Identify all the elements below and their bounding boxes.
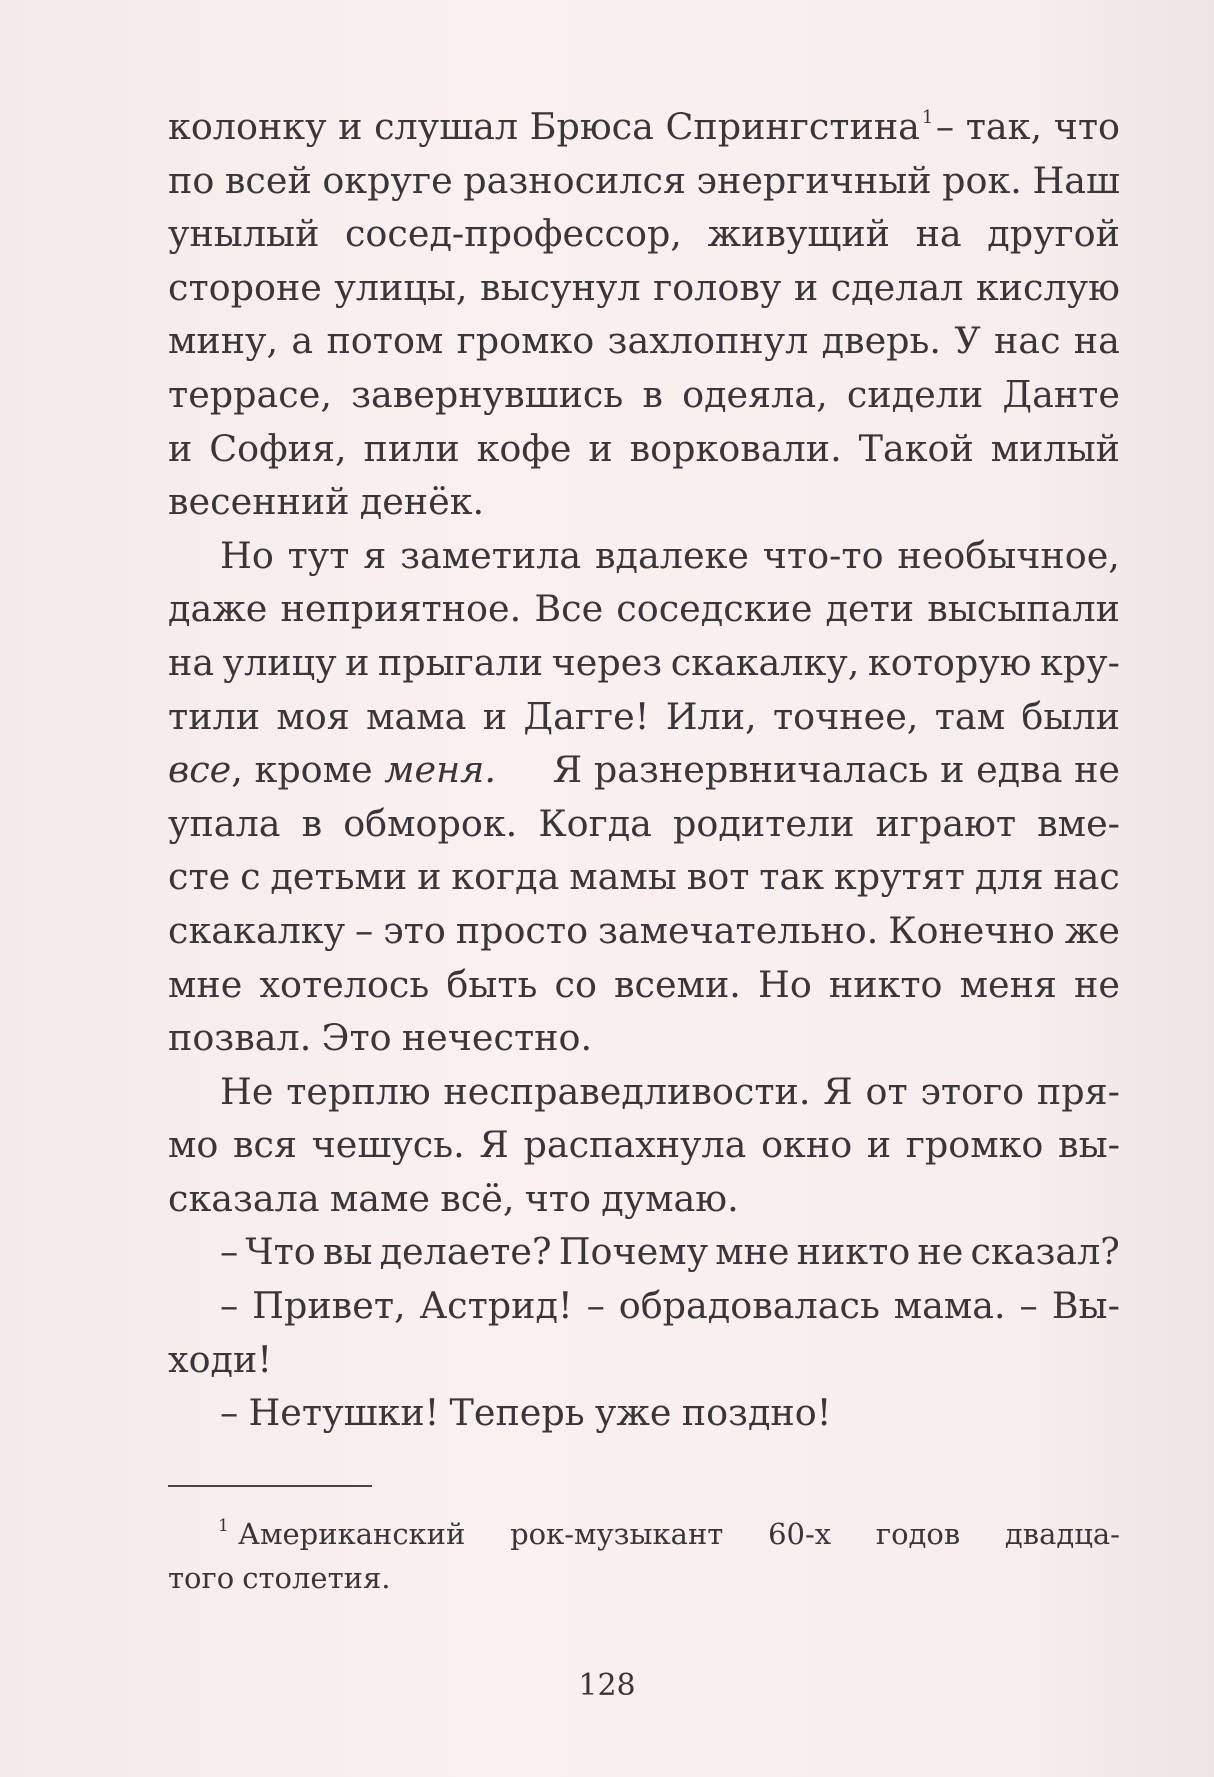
word: и bbox=[345, 640, 370, 684]
word: это bbox=[383, 908, 446, 952]
word: думаю. bbox=[601, 1176, 739, 1220]
word: просто bbox=[455, 908, 589, 952]
word: на bbox=[168, 640, 215, 684]
text-line bbox=[168, 529, 1120, 583]
word: быть bbox=[446, 962, 538, 1006]
word: – bbox=[220, 1284, 239, 1328]
word: ходи! bbox=[168, 1337, 273, 1381]
word: Я bbox=[823, 1069, 853, 1113]
text-line bbox=[168, 797, 1120, 851]
word: Все bbox=[534, 587, 604, 631]
word: Данте bbox=[1002, 372, 1120, 416]
italic-word: все bbox=[168, 748, 232, 792]
italic-word: меня. bbox=[384, 748, 496, 792]
footnote-line bbox=[168, 1512, 1120, 1556]
text-line bbox=[168, 1065, 1120, 1119]
text-line bbox=[168, 582, 1120, 636]
text-line bbox=[168, 207, 1120, 261]
word: играют bbox=[875, 801, 1017, 845]
text-line bbox=[168, 261, 1120, 315]
word: терплю bbox=[286, 1069, 431, 1113]
word: соседские bbox=[616, 587, 813, 631]
word: вы- bbox=[1058, 1123, 1120, 1167]
text-line bbox=[168, 154, 1120, 208]
word: ворковали. bbox=[629, 426, 842, 470]
word: были bbox=[1021, 694, 1120, 738]
text-line bbox=[168, 368, 1120, 422]
word: и bbox=[482, 694, 508, 738]
dialogue-line bbox=[168, 1386, 1120, 1440]
word: всё, bbox=[440, 1176, 515, 1220]
word: Теперь bbox=[449, 1391, 585, 1435]
word: Что bbox=[245, 1230, 316, 1274]
word: захлопнул bbox=[607, 319, 809, 363]
word: Вы- bbox=[1051, 1284, 1120, 1328]
word: нас bbox=[1053, 855, 1120, 899]
word: Почему bbox=[558, 1230, 709, 1274]
word: и bbox=[588, 426, 613, 470]
word: а bbox=[291, 319, 314, 363]
word: кислую bbox=[975, 265, 1120, 309]
text-line bbox=[168, 850, 1120, 904]
word: Или, bbox=[665, 694, 757, 738]
word: обморок. bbox=[343, 801, 518, 845]
word: мама bbox=[366, 694, 467, 738]
word: всей bbox=[224, 158, 312, 202]
word: скакалку, bbox=[670, 640, 860, 684]
word: годов bbox=[875, 1517, 961, 1551]
word: одеяла, bbox=[682, 372, 828, 416]
word: – bbox=[220, 1391, 239, 1435]
word: вдалеке bbox=[594, 533, 749, 577]
word: Это bbox=[321, 1016, 392, 1060]
word: другой bbox=[987, 212, 1120, 256]
word: Когда bbox=[538, 801, 652, 845]
word: замечательно. bbox=[597, 908, 879, 952]
word: завернувшись bbox=[351, 372, 624, 416]
word: этого bbox=[920, 1069, 1025, 1113]
word: окно bbox=[761, 1123, 853, 1167]
footnote-marker: 1 bbox=[218, 1516, 229, 1536]
word: так bbox=[759, 855, 825, 899]
text-segment: – так, что bbox=[935, 105, 1120, 148]
dialogue-line bbox=[168, 1225, 1120, 1279]
word: улицы, bbox=[334, 265, 468, 309]
word: – bbox=[586, 1284, 605, 1328]
word: громко bbox=[905, 1123, 1044, 1167]
word: чешусь. bbox=[311, 1123, 465, 1167]
word: высунул bbox=[480, 265, 641, 309]
word: Дагге! bbox=[523, 694, 650, 738]
word: Наш bbox=[1032, 158, 1120, 202]
word: распахнула bbox=[523, 1123, 747, 1167]
word: позвал. bbox=[168, 1016, 312, 1060]
word: стороне bbox=[168, 265, 322, 309]
footnote bbox=[168, 1512, 1120, 1600]
word: детьми bbox=[270, 855, 408, 899]
word: мо bbox=[168, 1123, 219, 1167]
dialogue-line bbox=[168, 1279, 1120, 1333]
word: мне bbox=[168, 962, 243, 1006]
word: в bbox=[642, 372, 663, 416]
word: дети bbox=[825, 587, 915, 631]
footnote-line bbox=[168, 1556, 1120, 1600]
word: что-то bbox=[762, 533, 884, 577]
word: Конечно bbox=[888, 908, 1055, 952]
word: террасе, bbox=[168, 372, 332, 416]
word: голову bbox=[653, 265, 782, 309]
word: Нетушки! bbox=[248, 1391, 440, 1435]
word: мама. bbox=[893, 1284, 1006, 1328]
text-line bbox=[168, 422, 1120, 476]
footnote-reference[interactable]: 1 bbox=[921, 107, 934, 128]
page-number: 128 bbox=[578, 1668, 636, 1703]
word: вы bbox=[322, 1230, 373, 1274]
word: нас bbox=[993, 319, 1061, 363]
word: Но bbox=[758, 962, 812, 1006]
word: от bbox=[865, 1069, 908, 1113]
text-line bbox=[168, 100, 1120, 154]
word: сказал? bbox=[970, 1230, 1120, 1274]
word: Такой bbox=[858, 426, 974, 470]
footnote-text bbox=[214, 1512, 1120, 1556]
word: София, bbox=[209, 426, 347, 470]
text-segment: колонку и слушал Брюса Спрингстина $^1$ bbox=[168, 105, 934, 148]
word: унылый bbox=[168, 212, 320, 256]
word: улицу bbox=[222, 640, 337, 684]
word: и bbox=[417, 855, 442, 899]
word: меня bbox=[959, 962, 1057, 1006]
word: что bbox=[524, 1176, 591, 1220]
word: живущий bbox=[707, 212, 891, 256]
word: когда bbox=[451, 855, 560, 899]
word: сте bbox=[168, 855, 231, 899]
word: мамы bbox=[569, 855, 677, 899]
word: тили bbox=[168, 694, 261, 738]
word: громко bbox=[456, 319, 595, 363]
word: в bbox=[301, 801, 323, 845]
text-segment: Я разнервничалась и едва не bbox=[552, 748, 1120, 792]
word: рок. bbox=[942, 158, 1022, 202]
word: тут bbox=[287, 533, 350, 577]
word: того bbox=[168, 1561, 235, 1595]
word: Привет, bbox=[252, 1284, 406, 1328]
word: разносился bbox=[463, 158, 686, 202]
text-line bbox=[168, 1011, 1120, 1065]
word: Я bbox=[479, 1123, 509, 1167]
word: с bbox=[240, 855, 261, 899]
word: необычное, bbox=[897, 533, 1120, 577]
word: дверь. bbox=[821, 319, 942, 363]
word: скакалку bbox=[168, 908, 346, 952]
text-segment bbox=[168, 743, 496, 797]
word: пря- bbox=[1036, 1069, 1120, 1113]
word: никто bbox=[828, 962, 943, 1006]
word: крутят bbox=[833, 855, 965, 899]
word: сосед-профессор, bbox=[344, 212, 682, 256]
text-line bbox=[168, 475, 1120, 529]
word: маме bbox=[329, 1176, 431, 1220]
text-line bbox=[168, 743, 1120, 797]
word: кофе bbox=[476, 426, 572, 470]
word: двадца- bbox=[1004, 1517, 1120, 1551]
word: 60-х bbox=[768, 1517, 832, 1551]
word: даже bbox=[168, 587, 268, 631]
word: вся bbox=[233, 1123, 298, 1167]
text-line bbox=[168, 1118, 1120, 1172]
word: никто bbox=[796, 1230, 911, 1274]
word: Американский bbox=[238, 1517, 466, 1551]
word: кру- bbox=[1040, 640, 1120, 684]
word: поздно! bbox=[681, 1391, 832, 1435]
word: по bbox=[168, 158, 215, 202]
dialogue-line bbox=[168, 1333, 1120, 1387]
word: Астрид! bbox=[419, 1284, 573, 1328]
word: делаете? bbox=[379, 1230, 552, 1274]
word: уже bbox=[594, 1391, 672, 1435]
word: неприятное. bbox=[280, 587, 522, 631]
word: и bbox=[866, 1123, 892, 1167]
word: родители bbox=[673, 801, 855, 845]
word: сидели bbox=[846, 372, 984, 416]
word: через bbox=[551, 640, 663, 684]
word: высыпали bbox=[927, 587, 1120, 631]
word: энергичный bbox=[696, 158, 932, 202]
body-text bbox=[168, 100, 1120, 1440]
text-line bbox=[168, 904, 1120, 958]
word: Но bbox=[220, 533, 274, 577]
word: на bbox=[915, 212, 962, 256]
word: мину, bbox=[168, 319, 279, 363]
word: всеми. bbox=[614, 962, 741, 1006]
word: У bbox=[954, 319, 981, 363]
word: я bbox=[363, 533, 387, 577]
word: пили bbox=[363, 426, 460, 470]
word: мне bbox=[715, 1230, 790, 1274]
word: там bbox=[934, 694, 1006, 738]
footnote-divider bbox=[168, 1485, 372, 1487]
word: – bbox=[220, 1230, 239, 1274]
word: обрадовалась bbox=[618, 1284, 880, 1328]
text-line bbox=[168, 958, 1120, 1012]
word: же bbox=[1064, 908, 1120, 952]
word: не bbox=[1074, 962, 1120, 1006]
word: вме- bbox=[1037, 801, 1120, 845]
word: вот bbox=[686, 855, 750, 899]
word: упала bbox=[168, 801, 281, 845]
word: Не bbox=[220, 1069, 274, 1113]
word: моя bbox=[276, 694, 350, 738]
word: прыгали bbox=[377, 640, 544, 684]
word: на bbox=[1073, 319, 1120, 363]
word: рок-музыкант bbox=[510, 1517, 724, 1551]
word: и bbox=[793, 265, 819, 309]
word: заметила bbox=[400, 533, 582, 577]
text-line bbox=[168, 690, 1120, 744]
word: сделал bbox=[830, 265, 964, 309]
word: столетия. bbox=[242, 1561, 391, 1595]
word: – bbox=[355, 908, 374, 952]
word: сказала bbox=[168, 1176, 320, 1220]
word: милый bbox=[990, 426, 1120, 470]
word: которую bbox=[867, 640, 1032, 684]
word: округе bbox=[322, 158, 453, 202]
word: – bbox=[1019, 1284, 1038, 1328]
word: нечестно. bbox=[401, 1016, 593, 1060]
text-line bbox=[168, 1172, 1120, 1226]
text-line bbox=[168, 314, 1120, 368]
text-line bbox=[168, 636, 1120, 690]
word: и bbox=[168, 426, 193, 470]
word: хотелось bbox=[259, 962, 430, 1006]
word: потом bbox=[326, 319, 444, 363]
word: со bbox=[554, 962, 597, 1006]
word: денёк. bbox=[359, 480, 485, 524]
word: не bbox=[917, 1230, 964, 1274]
word: весенний bbox=[168, 480, 350, 524]
word: несправедливости. bbox=[443, 1069, 811, 1113]
word: для bbox=[974, 855, 1044, 899]
word: точнее, bbox=[772, 694, 919, 738]
text-segment: , кроме bbox=[231, 748, 373, 792]
